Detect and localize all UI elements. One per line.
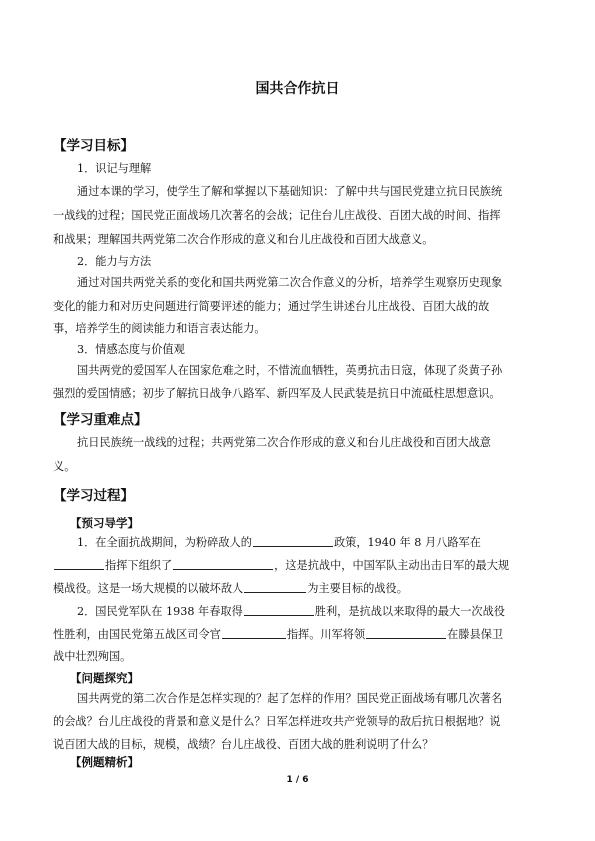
answer-blank[interactable] [244,604,314,616]
page-title: 国共合作抗日 [255,81,340,97]
paragraph-line: 和战果；理解国共两党第二次合作形成的意义和台儿庄战役和百团大战意义。 [53,233,434,246]
paragraph-line: 义。 [53,460,76,473]
paragraph-line: 强烈的爱国情感；初步了解抗日战争八路军、新四军及人民武装是抗日中流砥柱思想意识。 [53,387,501,400]
section-heading-process: 【学习过程】 [53,488,134,504]
answer-blank[interactable] [173,558,273,570]
paragraph-line: 国共两党的爱国军人在国家危难之时，不惜流血牺牲，英勇抗击日寇，体现了炎黄子孙 [77,364,503,377]
goal-heading-2: 2．能力与方法 [77,255,152,268]
paragraph-line: 通过对国共两党关系的变化和国共两党第二次合作意义的分析，培养学生观察历史现象 [77,276,503,289]
question-text: 1．在全面抗战期间，为粉碎敌人的 [77,536,252,549]
paragraph-line: 通过本课的学习，使学生了解和掌握以下基础知识：了解中共与国民党建立抗日民族统 [77,185,503,198]
question-line [53,581,408,596]
answer-blank[interactable] [222,627,286,639]
paragraph-line: 抗日民族统一战线的过程；共两党第二次合作形成的意义和台儿庄战役和百团大战意 [77,436,491,449]
question-text: 指挥。川军将领 [286,628,366,641]
section-heading-goals: 【学习目标】 [53,138,134,154]
paragraph-line: 变化的能力和对历史问题进行简要评述的能力；通过学生讲述台儿庄战役、百团大战的故 [53,300,490,313]
paragraph-line: 事，培养学生的阅读能力和语言表达能力。 [53,322,266,335]
question-text: 政策，1940 年 8 月八路军在 [333,536,481,549]
question-text: 在滕县保卫 [447,628,504,641]
goal-heading-3: 3．情感态度与价值观 [77,343,185,356]
question-text: 指挥下组织了 [105,559,173,572]
paragraph-line: 战中壮烈殉国。 [53,650,132,663]
question-text: ，这是抗战中，中国军队主动出击日军的最大规 [274,559,510,572]
paragraph-line: 一战线的过程；国民党正面战场几次著名的会战；记住台儿庄战役、百团大战的时间、指挥 [53,209,501,222]
paragraph-line: 说百团大战的目标，规模，战绩？台儿庄战役、百团大战的胜利说明了什么？ [53,738,434,751]
section-heading-key-points: 【学习重难点】 [53,412,148,428]
question-text: 性胜利，由国民党第五战区司令官 [53,628,221,641]
answer-blank[interactable] [54,558,104,570]
question-line [77,535,481,550]
question-text: 为主要目标的战役。 [307,582,408,595]
answer-blank[interactable] [244,581,306,593]
question-text: 胜利，是抗战以来取得的最大一次战役 [314,605,505,618]
answer-blank[interactable] [366,627,446,639]
question-line [53,627,503,642]
question-line [53,558,509,573]
subheading-preview: 【预习导学】 [70,516,139,530]
answer-blank[interactable] [253,535,333,547]
paragraph-line: 国共两党的第二次合作是怎样实现的？起了怎样的作用？国民党正面战场有哪几次著名 [77,692,503,705]
subheading-example: 【例题精析】 [70,755,139,769]
paragraph-line: 的会战？台儿庄战役的背景和意义是什么？日军怎样进攻共产党领导的敌后抗日根据地？说 [53,715,501,728]
question-text: 模战役。这是一场大规模的以破坏敌人 [53,582,244,595]
goal-heading-1: 1．识记与理解 [77,162,152,175]
page-number: 1 / 6 [286,775,309,785]
question-text: 2．国民党军队在 1938 年春取得 [77,605,243,618]
subheading-inquiry: 【问题探究】 [70,671,139,685]
question-line [77,604,505,619]
